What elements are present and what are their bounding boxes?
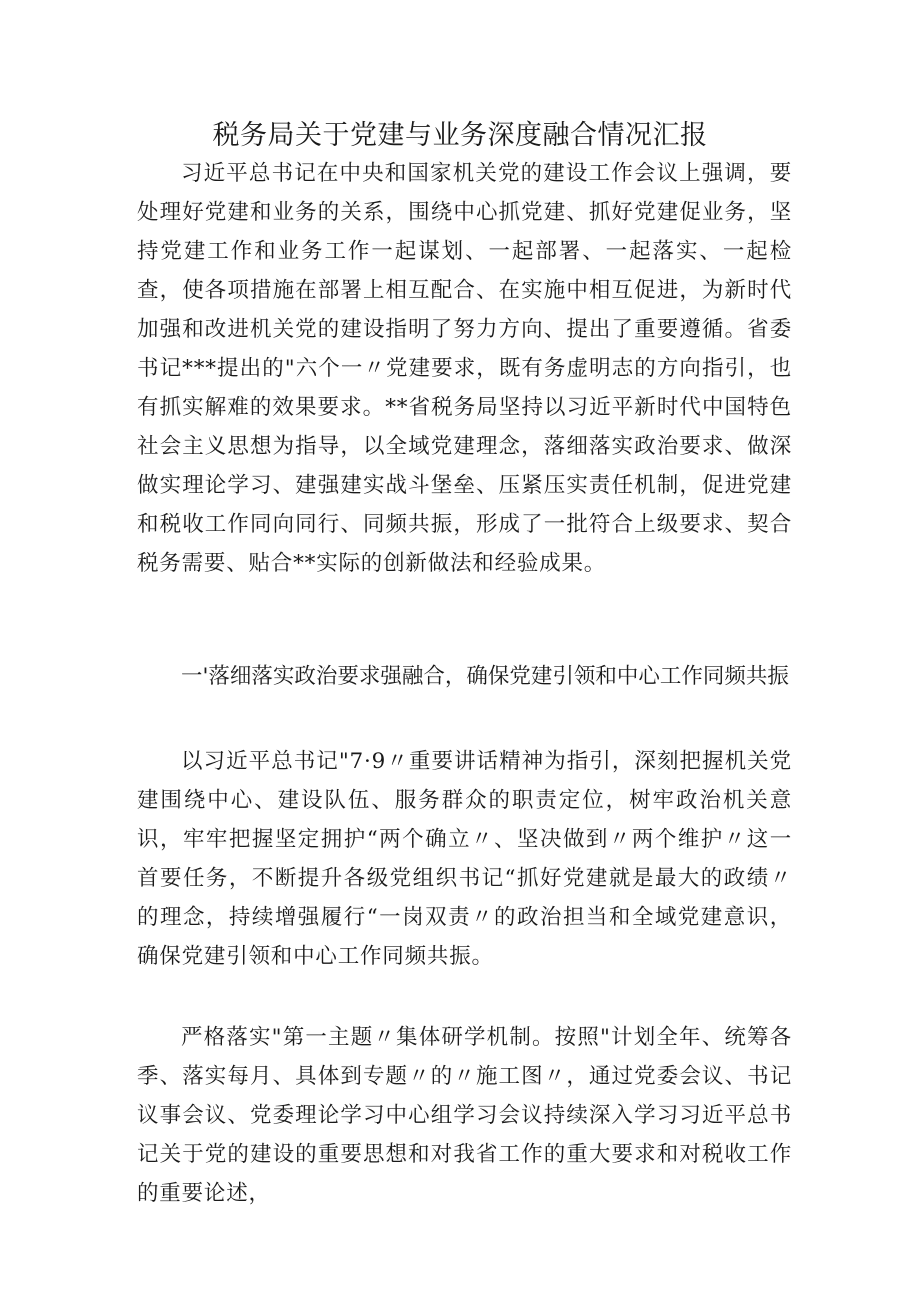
section-heading: 一'落细落实政治要求强融合，确保党建引领和中心工作同频共振: [181, 664, 789, 689]
document-title: 税务局关于党建与业务深度融合情况汇报: [212, 120, 708, 151]
body-paragraph: 严格落实"第一主题〃集体研学机制。按照"计划全年、统筹各季、落实每月、具体到专题〃的〃施工图〃，通过党委会议、书记议事会议、党委理论学习中心组学习会议持续深入学习习近平总书记关于党的建设的重要思想和对我省工作的重大要求和对税收工作的重要论述，: [137, 1025, 792, 1206]
intro-paragraph: 习近平总书记在中央和国家机关党的建设工作会议上强调，要处理好党建和业务的关系，围绕中心抓党建、抓好党建促业务，坚持党建工作和业务工作一起谋划、一起部署、一起落实、一起检查，使各项措施在部署上相互配合、在实施中相互促进，为新时代加强和改进机关党的建设指明了努力方向、提出了重要遵循。省委书记***提出的"六个一〃党建要求，既有务虚明志的方向指引，也有抓实解难的效果要求。**省税务局坚持以习近平新时代中国特色社会主义思想为指导，以全域党建理念，落细落实政治要求、做深做实理论学习、建强建实战斗堡垒、压紧压实责任机制，促进党建和税收工作同向同行、同频共振，形成了一批符合上级要求、契合税务需要、贴合**实际的创新做法和经验成果。: [137, 161, 792, 576]
body-paragraph: 以习近平总书记"7·9〃重要讲话精神为指引，深刻把握机关党建围绕中心、建设队伍、服务群众的职责定位，树牢政治机关意识，牢牢把握坚定拥护“两个确立〃、坚决做到〃两个维护〃这一首要任务，不断提升各级党组织书记“抓好党建就是最大的政绩〃的理念，持续增强履行“一岗双责〃的政治担当和全域党建意识，确保党建引领和中心工作同频共振。: [137, 749, 792, 969]
